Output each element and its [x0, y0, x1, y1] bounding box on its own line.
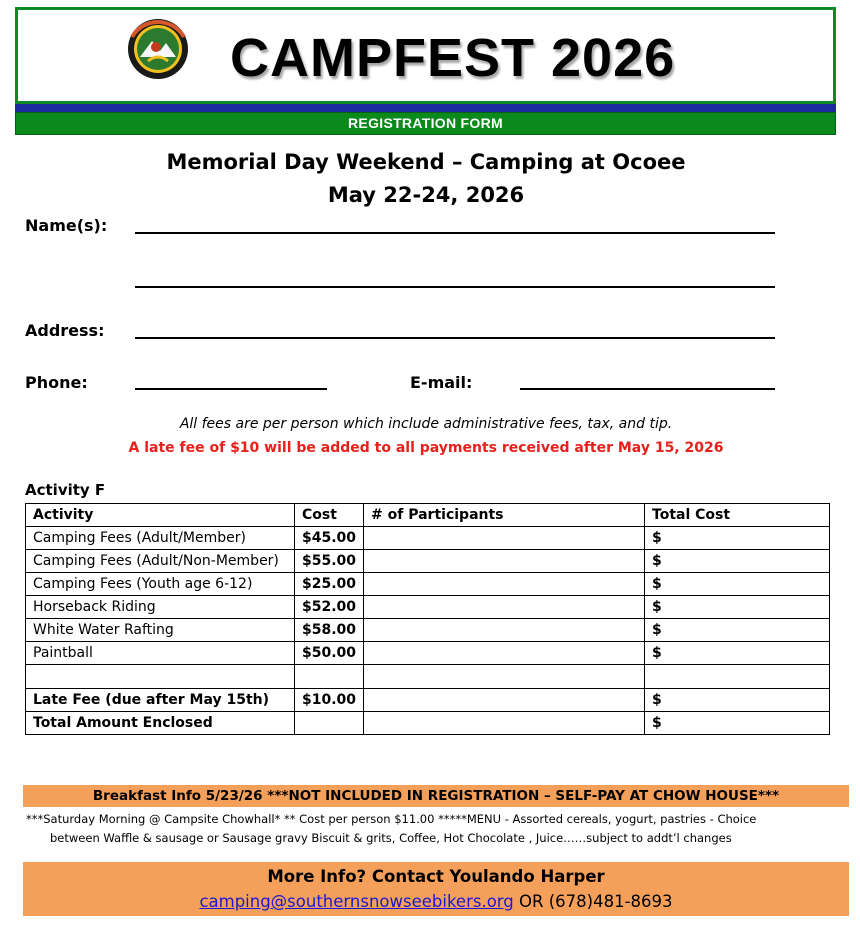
participants-cell[interactable]: [364, 689, 645, 712]
header-activity: Activity: [26, 504, 295, 527]
address-label: Address:: [25, 321, 105, 340]
table-row: [26, 573, 830, 596]
header-banner: [15, 7, 836, 135]
contact-phone: (678)481-8693: [548, 892, 673, 911]
fees-note: All fees are per person which include administrative fees, tax, and tip.: [179, 416, 673, 432]
breakfast-line-2: between Waffle & sausage or Sausage gravy Biscuit & grits, Coffee, Hot Chocolate , Juice……subject to addt’l changes: [50, 831, 732, 845]
email-label: E-mail:: [410, 373, 473, 392]
table-row-late-fee: [26, 689, 830, 712]
cost-cell: $50.00: [295, 642, 364, 665]
names-field-line-2[interactable]: [135, 286, 775, 288]
activity-cell: [26, 665, 295, 689]
phone-field-line[interactable]: [135, 388, 327, 390]
table-row: [26, 619, 830, 642]
activity-fees-table: [25, 503, 830, 735]
banner-title-panel: [15, 7, 836, 104]
total-cell[interactable]: $: [645, 573, 830, 596]
contact-box: [23, 862, 849, 916]
participants-cell[interactable]: [364, 665, 645, 689]
table-row: [26, 527, 830, 550]
contact-or-text: OR: [513, 892, 549, 911]
breakfast-title: Breakfast Info 5/23/26 ***NOT INCLUDED IN REGISTRATION – SELF-PAY AT CHOW HOUSE***: [92, 788, 780, 804]
table-row-total: [26, 712, 830, 735]
participants-cell[interactable]: [364, 550, 645, 573]
cost-cell: $55.00: [295, 550, 364, 573]
participants-cell[interactable]: [364, 642, 645, 665]
activity-cell: [26, 550, 295, 573]
table-header-row: [26, 504, 830, 527]
participants-cell[interactable]: [364, 527, 645, 550]
address-field-line[interactable]: [135, 337, 775, 339]
breakfast-info-bar: [23, 785, 849, 807]
phone-label: Phone:: [25, 373, 88, 392]
event-dates: May 22-24, 2026: [327, 183, 525, 207]
total-cell[interactable]: $: [645, 689, 830, 712]
header-cost: Cost: [295, 504, 364, 527]
total-cell[interactable]: $: [645, 712, 830, 735]
activity-cell: Late Fee (due after May 15th): [26, 689, 295, 712]
header-total-cost: Total Cost: [645, 504, 830, 527]
email-field-line[interactable]: [520, 388, 775, 390]
breakfast-details: [26, 810, 832, 848]
activity-section-label: Activity F: [25, 481, 106, 499]
cost-cell: $58.00: [295, 619, 364, 642]
contact-email-link[interactable]: camping@southernsnowseebikers.org: [199, 892, 514, 911]
activity-cell-text: Camping Fees (Adult/Non-Member): [33, 553, 279, 569]
activity-cell: Paintball: [26, 642, 295, 665]
table-row-blank: [26, 665, 830, 689]
table-row: [26, 596, 830, 619]
activity-cell: Camping Fees (Youth age 6-12): [26, 573, 295, 596]
late-fee-note: A late fee of $10 will be added to all payments received after May 15, 2026: [128, 440, 724, 456]
cost-cell: $10.00: [295, 689, 364, 712]
activity-cell: White Water Rafting: [26, 619, 295, 642]
participants-cell[interactable]: [364, 619, 645, 642]
cost-cell: [295, 665, 364, 689]
cost-cell: $45.00: [295, 527, 364, 550]
banner-green-bar: [15, 112, 836, 135]
event-subtitle: Memorial Day Weekend – Camping at Ocoee: [166, 150, 686, 174]
total-cell[interactable]: $: [645, 619, 830, 642]
header-participants: # of Participants: [364, 504, 645, 527]
total-cell[interactable]: $: [645, 527, 830, 550]
table-row: [26, 550, 830, 573]
club-emblem-icon: [126, 17, 190, 81]
banner-blue-stripe: [15, 104, 836, 112]
names-field-line-1[interactable]: [135, 232, 775, 234]
total-cell[interactable]: $: [645, 642, 830, 665]
activity-cell: Horseback Riding: [26, 596, 295, 619]
cost-cell: $25.00: [295, 573, 364, 596]
cost-cell: $52.00: [295, 596, 364, 619]
total-cell[interactable]: $: [645, 596, 830, 619]
total-cell[interactable]: $: [645, 550, 830, 573]
contact-title: More Info? Contact Youlando Harper: [267, 867, 605, 886]
names-label: Name(s):: [25, 216, 108, 235]
activity-cell: Total Amount Enclosed: [26, 712, 295, 735]
registration-form-label: REGISTRATION FORM: [348, 115, 503, 131]
participants-cell[interactable]: [364, 712, 645, 735]
participants-cell[interactable]: [364, 596, 645, 619]
event-title: CAMPFEST 2026: [230, 28, 676, 88]
contact-line: [23, 892, 849, 911]
activity-cell: Camping Fees (Adult/Member): [26, 527, 295, 550]
participants-cell[interactable]: [364, 573, 645, 596]
total-cell[interactable]: [645, 665, 830, 689]
breakfast-line-1: ***Saturday Morning @ Campsite Chowhall* ** Cost per person $11.00 *****MENU - Assorted cereals, yogurt, pastries - Choice: [26, 812, 757, 826]
cost-cell: [295, 712, 364, 735]
table-row: [26, 642, 830, 665]
